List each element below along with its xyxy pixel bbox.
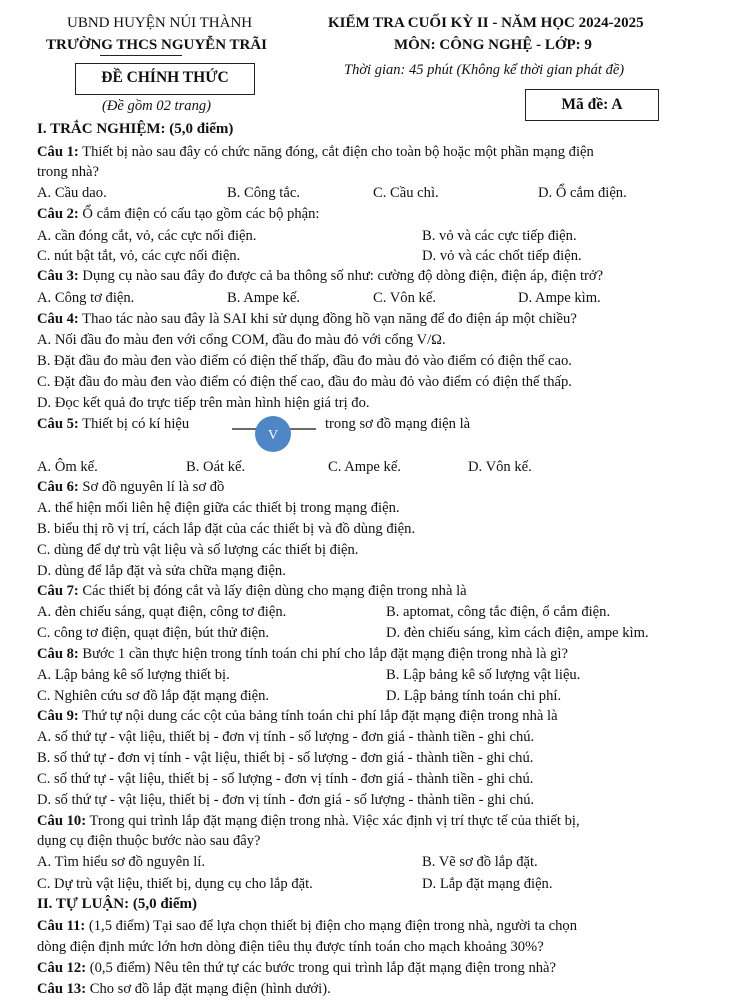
question-1-cont: trong nhà? bbox=[37, 164, 100, 180]
question-10-cont: dụng cụ điện thuộc bước nào sau đây? bbox=[37, 833, 261, 849]
question-7: Câu 7: Các thiết bị đóng cắt và lấy điện dùng cho mạng điện trong nhà là bbox=[37, 583, 467, 599]
q7-option-c: C. công tơ điện, quạt điện, bút thử điện. bbox=[37, 625, 270, 641]
question-8: Câu 8: Bước 1 cần thực hiện trong tính toán chi phí cho lắp đặt mạng điện trong nhà là gì? bbox=[37, 646, 568, 662]
q5-option-b: B. Oát kế. bbox=[186, 459, 246, 475]
q8-option-b: B. Lập bảng kê số lượng vật liệu. bbox=[386, 667, 581, 683]
voltmeter-letter: V bbox=[267, 428, 279, 443]
q2-option-a: A. cần đóng cắt, vỏ, các cực nối điện. bbox=[37, 228, 257, 244]
q10-option-d: D. Lắp đặt mạng điện. bbox=[422, 876, 553, 892]
q4-option-d: D. Đọc kết quả đo trực tiếp trên màn hình hiện giá trị đo. bbox=[37, 395, 370, 411]
section-title-essay: II. TỰ LUẬN: (5,0 điểm) bbox=[37, 896, 197, 912]
exam-title: KIỂM TRA CUỐI KỲ II - NĂM HỌC 2024-2025 bbox=[328, 15, 644, 31]
essay-12: Câu 12: (0,5 điểm) Nêu tên thứ tự các bước trong qui trình lắp đặt mạng điện trong nhà? bbox=[37, 960, 557, 976]
question-4: Câu 4: Thao tác nào sau đây là SAI khi sử dụng đồng hồ vạn năng để đo điện áp một chiều? bbox=[37, 311, 577, 327]
q2-option-c: C. nút bật tắt, vỏ, các cực nối điện. bbox=[37, 248, 241, 264]
q9-option-a: A. số thứ tự - vật liệu, thiết bị - đơn vị tính - số lượng - đơn giá - thành tiền - ghi chú. bbox=[37, 729, 535, 745]
voltmeter-symbol bbox=[230, 413, 320, 455]
q4-option-a: A. Nối đầu đo màu đen với cổng COM, đầu đo màu đỏ với cổng V/Ω. bbox=[37, 332, 446, 348]
q7-option-a: A. đèn chiếu sáng, quạt điện, công tơ điện. bbox=[37, 604, 287, 620]
q10-option-a: A. Tìm hiểu sơ đồ nguyên lí. bbox=[37, 854, 205, 870]
q2-option-b: B. vỏ và các cực tiếp điện. bbox=[422, 228, 577, 244]
q5-option-d: D. Vôn kế. bbox=[468, 459, 532, 475]
q3-option-b: B. Ampe kế. bbox=[227, 290, 300, 306]
q9-option-b: B. số thứ tự - đơn vị tính - vật liệu, thiết bị - số lượng - đơn giá - thành tiền - ghi chú. bbox=[37, 750, 534, 766]
essay-11-cont: dòng điện định mức lớn hơn dòng điện tiêu thụ được tính toán cho mạch khoảng 30%? bbox=[37, 939, 544, 955]
exam-code: Mã đề: A bbox=[561, 96, 623, 113]
q1-option-d: D. Ổ cắm điện. bbox=[538, 185, 627, 201]
question-5: Câu 5: Thiết bị có kí hiệu bbox=[37, 416, 190, 432]
q8-option-d: D. Lập bảng tính toán chi phí. bbox=[386, 688, 562, 704]
q4-option-c: C. Đặt đầu đo màu đen vào điểm có điện thế cao, đầu đo màu đỏ vào điểm có điện thế thấp. bbox=[37, 374, 572, 390]
q1-option-a: A. Cầu dao. bbox=[37, 185, 107, 201]
q10-option-c: C. Dự trù vật liệu, thiết bị, dụng cụ cho lắp đặt. bbox=[37, 876, 313, 892]
question-1: Câu 1: Thiết bị nào sau đây có chức năng đóng, cắt điện cho toàn bộ hoặc một phần mạng điện bbox=[37, 144, 594, 160]
q8-option-a: A. Lập bảng kê số lượng thiết bị. bbox=[37, 667, 230, 683]
question-10: Câu 10: Trong qui trình lắp đặt mạng điện trong nhà. Việc xác định vị trí thực tế của thiết bị, bbox=[37, 813, 580, 829]
q6-option-b: B. biểu thị rõ vị trí, cách lắp đặt của các thiết bị và đồ dùng điện. bbox=[37, 521, 416, 537]
q4-option-b: B. Đặt đầu đo màu đen vào điểm có điện thế thấp, đầu đo màu đỏ vào điểm có điện thế cao. bbox=[37, 353, 572, 369]
question-9: Câu 9: Thứ tự nội dung các cột của bảng tính toán chi phí lắp đặt mạng điện trong nhà là bbox=[37, 708, 558, 724]
q3-option-d: D. Ampe kìm. bbox=[518, 290, 601, 306]
question-2: Câu 2: Ổ cắm điện có cấu tạo gồm các bộ phận: bbox=[37, 206, 320, 222]
essay-11: Câu 11: (1,5 điểm) Tại sao để lựa chọn thiết bị điện cho mạng điện trong nhà, người ta chọn bbox=[37, 918, 578, 934]
section-title-multiple-choice: I. TRẮC NGHIỆM: (5,0 điểm) bbox=[37, 121, 234, 137]
q1-option-c: C. Cầu chì. bbox=[373, 185, 439, 201]
question-5-cont: trong sơ đồ mạng điện là bbox=[325, 416, 471, 432]
q5-option-a: A. Ôm kế. bbox=[37, 459, 98, 475]
q9-option-d: D. số thứ tự - vật liệu, thiết bị - đơn vị tính - đơn giá - số lượng - thành tiền - ghi chú. bbox=[37, 792, 535, 808]
q7-option-b: B. aptomat, công tắc điện, ổ cắm điện. bbox=[386, 604, 611, 620]
q3-option-c: C. Vôn kế. bbox=[373, 290, 436, 306]
school-underline bbox=[100, 55, 182, 56]
q2-option-d: D. vỏ và các chốt tiếp điện. bbox=[422, 248, 582, 264]
department-name: UBND HUYỆN NÚI THÀNH bbox=[67, 15, 253, 31]
q1-option-b: B. Công tắc. bbox=[227, 185, 300, 201]
essay-13: Câu 13: Cho sơ đồ lắp đặt mạng điện (hình dưới). bbox=[37, 981, 331, 997]
q7-option-d: D. đèn chiếu sáng, kìm cách điện, ampe kìm. bbox=[386, 625, 649, 641]
q6-option-c: C. dùng để dự trù vật liệu và số lượng các thiết bị điện. bbox=[37, 542, 359, 558]
question-6: Câu 6: Sơ đồ nguyên lí là sơ đồ bbox=[37, 479, 225, 495]
question-3: Câu 3: Dụng cụ nào sau đây đo được cả ba thông số như: cường độ dòng điện, điện áp, điện trở? bbox=[37, 268, 604, 284]
pages-note: (Đề gồm 02 trang) bbox=[102, 98, 212, 114]
school-name: TRƯỜNG THCS NGUYỄN TRÃI bbox=[46, 37, 268, 53]
subject-line: MÔN: CÔNG NGHỆ - LỚP: 9 bbox=[394, 37, 592, 53]
q6-option-a: A. thể hiện mối liên hệ điện giữa các thiết bị trong mạng điện. bbox=[37, 500, 400, 516]
official-label: ĐỀ CHÍNH THỨC bbox=[101, 69, 229, 86]
time-note: Thời gian: 45 phút (Không kể thời gian phát đề) bbox=[344, 62, 625, 78]
q10-option-b: B. Vẽ sơ đồ lắp đặt. bbox=[422, 854, 538, 870]
q5-option-c: C. Ampe kế. bbox=[328, 459, 401, 475]
q9-option-c: C. số thứ tự - vật liệu, thiết bị - số lượng - đơn vị tính - đơn giá - thành tiền - ghi chú. bbox=[37, 771, 534, 787]
q6-option-d: D. dùng để lắp đặt và sửa chữa mạng điện. bbox=[37, 563, 286, 579]
q8-option-c: C. Nghiên cứu sơ đồ lắp đặt mạng điện. bbox=[37, 688, 270, 704]
q3-option-a: A. Công tơ điện. bbox=[37, 290, 135, 306]
